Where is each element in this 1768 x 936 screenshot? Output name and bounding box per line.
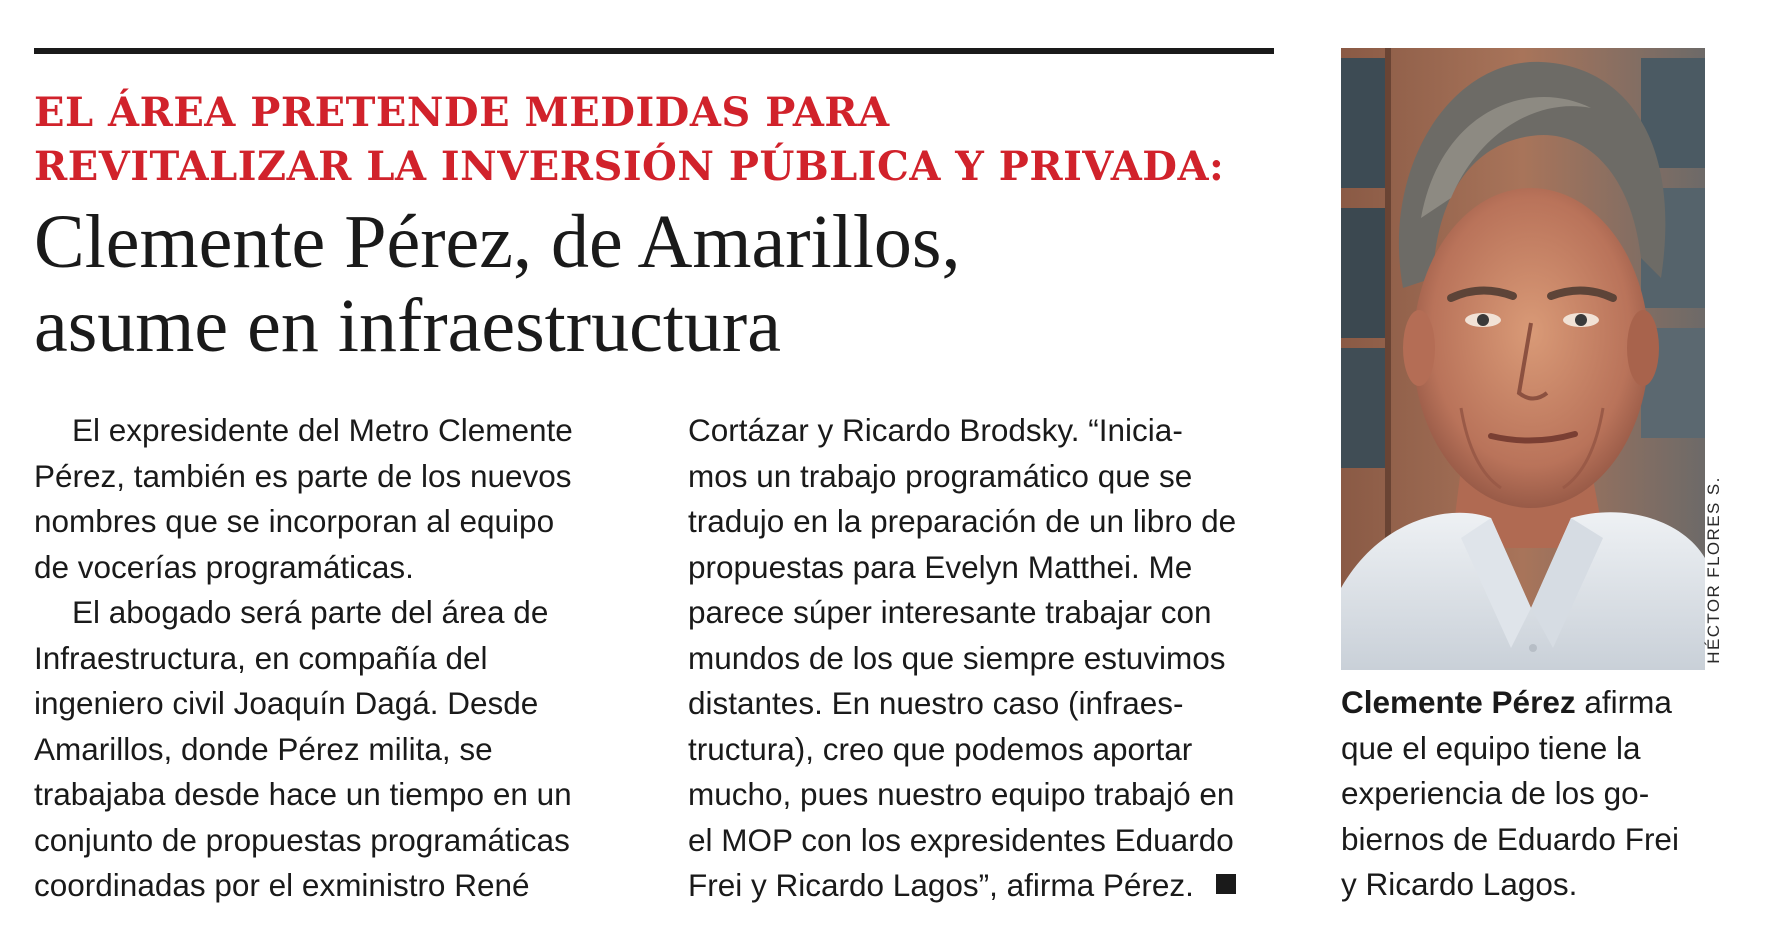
caption-first-rest: afirma (1575, 684, 1672, 720)
headline (34, 200, 1274, 368)
body-line: el MOP con los expresidentes Eduardo (688, 821, 1234, 858)
body-line: de vocerías programáticas. (34, 548, 414, 585)
body-line: propuestas para Evelyn Matthei. Me (688, 548, 1193, 585)
portrait-illustration (1341, 48, 1705, 670)
body-line: Amarillos, donde Pérez milita, se (34, 730, 493, 767)
body-line: coordinadas por el exministro René (34, 867, 530, 903)
body-line: Infraestructura, en compañía del (34, 639, 488, 676)
end-mark-icon (1216, 874, 1236, 894)
body-line: trabajaba desde hace un tiempo en un (34, 776, 572, 812)
body-line: mucho, pues nuestro equipo trabajó en (688, 776, 1235, 812)
body-line-last-text: Frei y Ricardo Lagos”, afirma Pérez. (688, 867, 1194, 903)
photo-caption (1341, 680, 1741, 908)
body-line: ingeniero civil Joaquín Dagá. Desde (34, 685, 539, 721)
body-line: parece súper interesante trabajar con (688, 594, 1212, 630)
caption-line: experiencia de los go- (1341, 775, 1650, 811)
caption-name: Clemente Pérez (1341, 684, 1576, 720)
body-line: Cortázar y Ricardo Brodsky. “Inicia- (688, 412, 1183, 448)
kicker-line-2: REVITALIZAR LA INVERSIÓN PÚBLICA Y PRIVADA: (34, 143, 1225, 190)
portrait-photo (1341, 48, 1705, 670)
body-line: mos un trabajo programático que se (688, 457, 1193, 494)
body-line: tradujo en la preparación de un libro de (688, 503, 1237, 539)
body-line: tructura), creo que podemos aportar (688, 730, 1193, 767)
caption-line: y Ricardo Lagos. (1341, 866, 1578, 902)
photo-credit: HÉCTOR FLORES S. (1704, 476, 1723, 664)
kicker-line-1: EL ÁREA PRETENDE MEDIDAS PARA (34, 89, 890, 136)
body-line: Pérez, también es parte de los nuevos (34, 457, 572, 494)
kicker (34, 86, 1274, 194)
body-line: conjunto de propuestas programáticas (34, 821, 570, 858)
body-line: nombres que se incorporan al equipo (34, 503, 555, 539)
caption-line: biernos de Eduardo Frei (1341, 820, 1679, 857)
body-line: distantes. En nuestro caso (infraes- (688, 685, 1184, 721)
body-column-1 (34, 408, 624, 909)
top-rule (34, 48, 1274, 54)
caption-line: que el equipo tiene la (1341, 729, 1641, 766)
headline-line-2: asume en infraestructura (34, 284, 781, 368)
body-line: El expresidente del Metro Clemente (72, 412, 573, 448)
body-line: mundos de los que siempre estuvimos (688, 639, 1226, 676)
body-line: El abogado será parte del área de (72, 594, 549, 630)
body-column-2 (688, 408, 1278, 909)
headline-line-1: Clemente Pérez, de Amarillos, (34, 200, 961, 284)
caption-line (1341, 680, 1741, 726)
body-line-last (688, 863, 1278, 909)
